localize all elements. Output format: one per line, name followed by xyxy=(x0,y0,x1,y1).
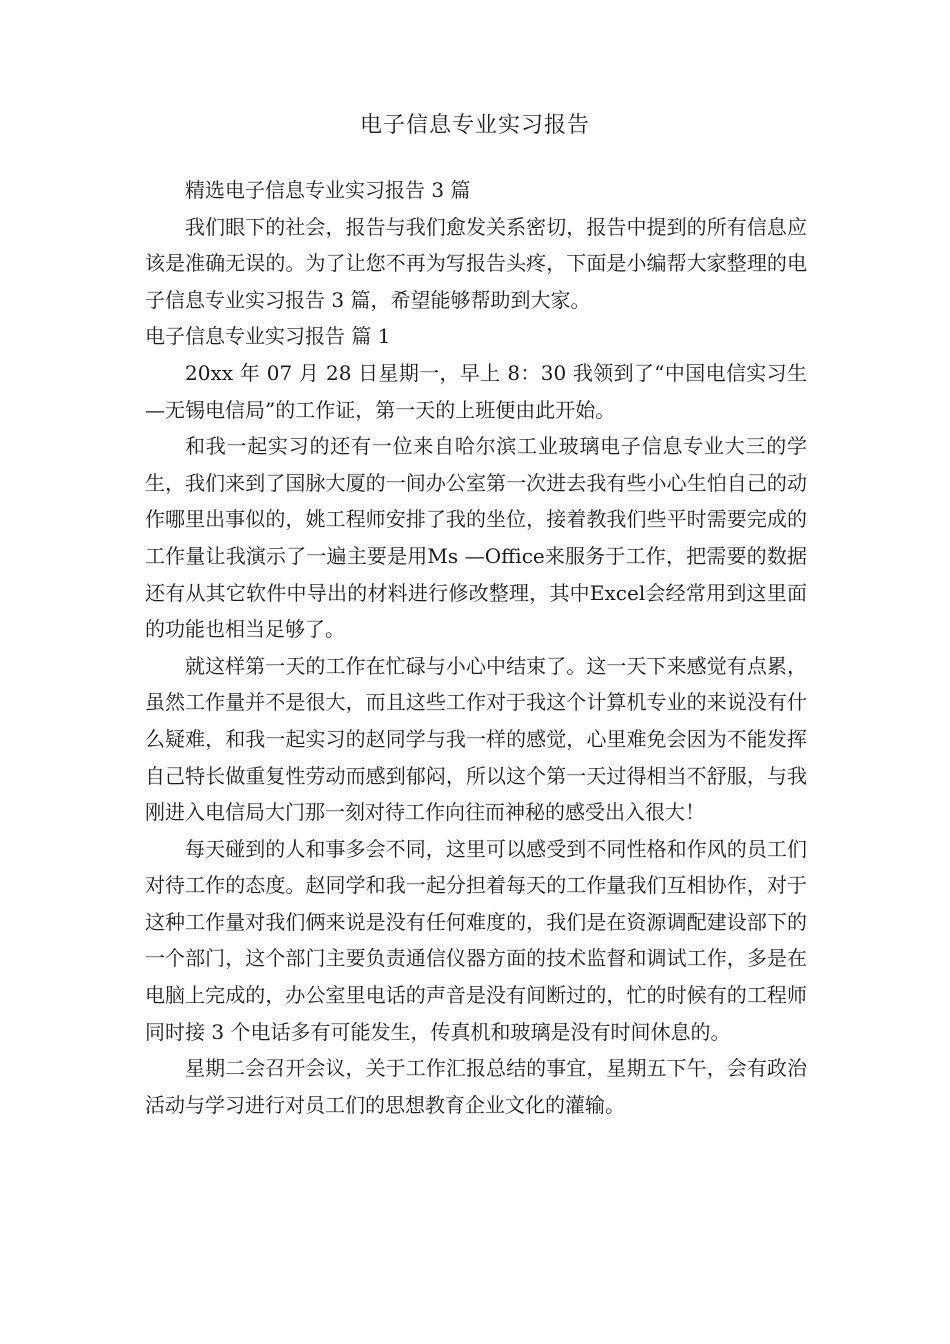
document-subtitle: 精选电子信息专业实习报告 3 篇 xyxy=(185,178,471,202)
paragraph-3: 就这样第一天的工作在忙碌与小心中结束了。这一天下来感觉有点累，虽然工作量并不是很大，而且这些工作对于我这个计算机专业的来说没有什么疑难，和我一起实习的赵同学与我一样的感觉，心里难免会因为不能发挥自己特长做重复性劳动而感到郁闷，所以这个第一天过得相当不舒服，与我刚进入电信局大门那一刻对待工作向往而神秘的感受出入很大！ xyxy=(145,653,807,825)
document-title: 电子信息专业实习报告 xyxy=(359,113,590,138)
paragraph-4: 每天碰到的人和事多会不同，这里可以感受到不同性格和作风的员工们对待工作的态度。赵同学和我一起分担着每天的工作量我们互相协作，对于这种工作量对我们俩来说是没有任何难度的，我们是在资源调配建设部下的一个部门，这个部门主要负责通信仪器方面的技术监督和调试工作，多是在电脑上完成的，办公室里电话的声音是没有间断过的，忙的时候有的工程师同时接 3 个电话多有可能发生，传真机和玻璃是没有时间休息的。 xyxy=(145,836,807,1044)
paragraph-2: 和我一起实习的还有一位来自哈尔滨工业玻璃电子信息专业大三的学生，我们来到了国脉大厦的一间办公室第一次进去我有些小心生怕自己的动作哪里出事似的，姚工程师安排了我的坐位，接着教我们些平时需要完成的工作量让我演示了一遍主要是用Ms —Office来服务于工作，把需要的数据还有从其它软件中导出的材料进行修改整理，其中Excel会经常用到这里面的功能也相当足够了。 xyxy=(145,434,807,642)
paragraph-1: 20xx 年 07 月 28 日星期一，早上 8：30 我领到了“中国电信实习生—无锡电信局”的工作证，第一天的上班便由此开始。 xyxy=(145,360,807,422)
paragraph-intro: 我们眼下的社会，报告与我们愈发关系密切，报告中提到的所有信息应该是准确无误的。为了让您不再为写报告头疼，下面是小编帮大家整理的电子信息专业实习报告 3 篇，希望能够帮助到大家。 xyxy=(145,214,807,312)
document-body xyxy=(145,172,807,1123)
section-heading: 电子信息专业实习报告 篇 1 xyxy=(145,324,391,349)
paragraph-5: 星期二会召开会议，关于工作汇报总结的事宜，星期五下午，会有政治活动与学习进行对员工们的思想教育企业文化的灌输。 xyxy=(145,1056,807,1117)
